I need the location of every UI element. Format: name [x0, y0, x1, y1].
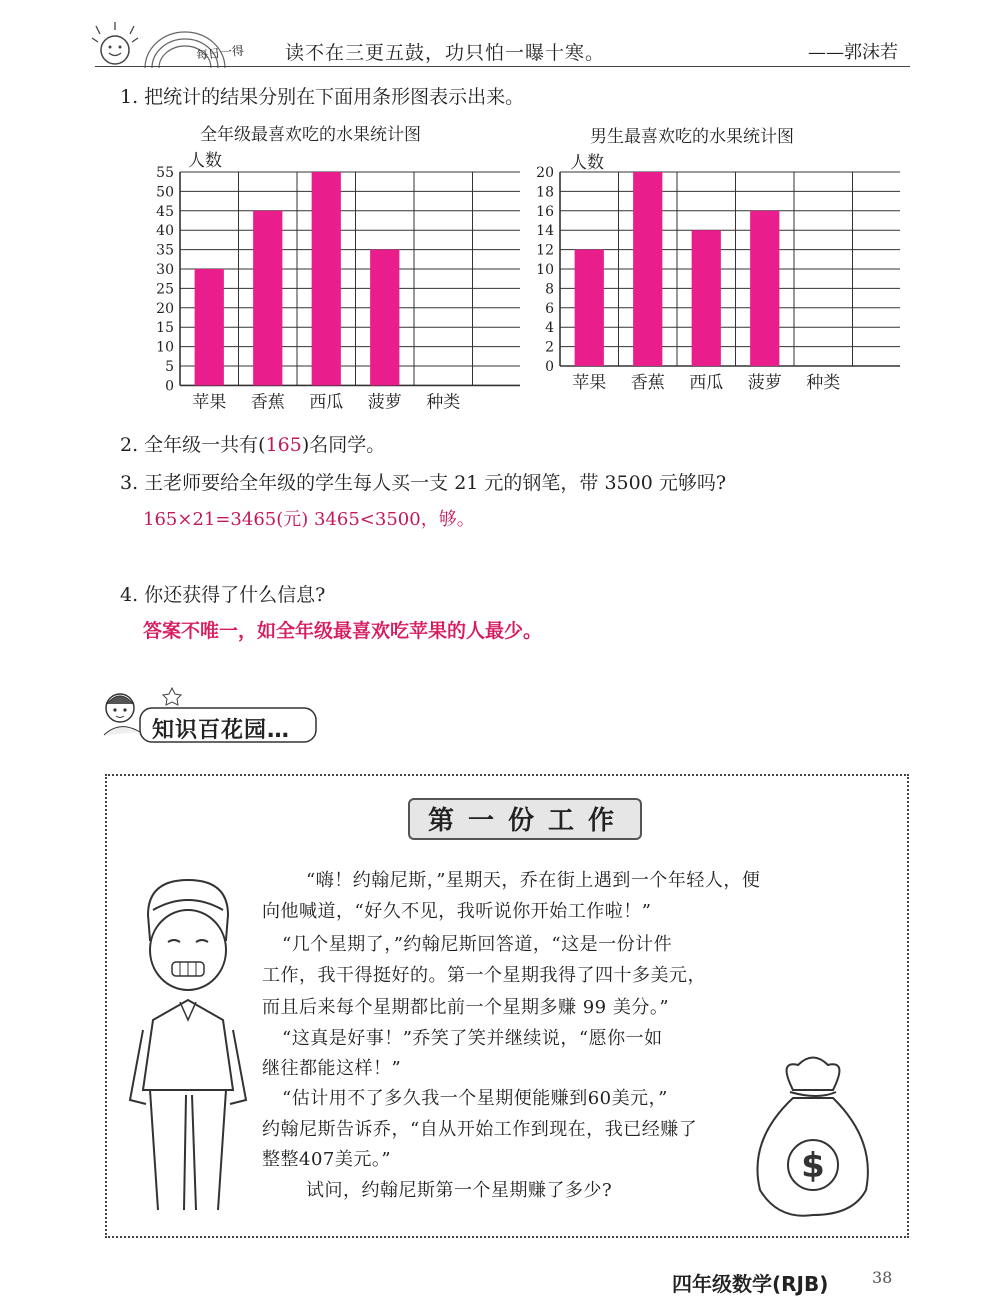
- chart2-ytick: 2: [545, 339, 554, 356]
- chart1-xtick: 菠萝: [367, 392, 402, 413]
- svg-text:$: $: [801, 1146, 825, 1186]
- chart1-ytick: 25: [156, 281, 174, 298]
- question-4-answer: 答案不唯一，如全年级最喜欢吃苹果的人最少。: [143, 620, 543, 642]
- chart1-ytick: 20: [156, 300, 174, 317]
- header-divider: [95, 66, 910, 67]
- chart2-ytick: 18: [536, 184, 554, 201]
- chart1-bar: [370, 250, 399, 386]
- chart2-title: 男生最喜欢吃的水果统计图: [590, 127, 794, 147]
- chart1-grid: [140, 160, 520, 420]
- chart1-ytick: 30: [156, 262, 174, 278]
- chart1-title: 全年级最喜欢吃的水果统计图: [200, 125, 421, 145]
- chart2-xtick: 苹果: [572, 373, 607, 393]
- question-3: 3. 王老师要给全年级的学生每人买一支 21 元的钢笔，带 3500 元够吗?: [120, 472, 727, 494]
- story-line-2: 向他喊道，“好久不见，我听说你开始工作啦！”: [262, 901, 652, 922]
- chart1-ytick: 15: [156, 320, 174, 337]
- boy-illustration: [118, 870, 258, 1220]
- question-2-answer: 165: [265, 434, 302, 456]
- chart2-bar: [692, 230, 721, 366]
- question-4: 4. 你还获得了什么信息?: [120, 584, 326, 606]
- chart1-xtick: 苹果: [192, 392, 227, 413]
- footer-label: 四年级数学(RJB): [672, 1272, 829, 1296]
- question-2-suffix: )名同学。: [301, 434, 386, 456]
- chart2-grid: [520, 160, 900, 420]
- question-1: 1. 把统计的结果分别在下面用条形图表示出来。: [120, 86, 525, 108]
- chart1-ytick: 40: [156, 223, 174, 240]
- chart1-ytick: 55: [156, 165, 174, 181]
- chart1-bar: [195, 269, 224, 385]
- chart2-bar: [750, 211, 779, 366]
- chart2-ytick: 8: [545, 281, 554, 298]
- chart1-ytick: 0: [165, 378, 174, 395]
- chart2-ytick: 10: [536, 262, 554, 278]
- chart1-bar: [312, 172, 341, 385]
- header-quote: 读不在三更五鼓，功只怕一曝十寒。: [285, 42, 606, 64]
- chart2-ytick: 6: [545, 300, 554, 317]
- story-line-8: “估计用不了多久我一个星期便能赚到60美元，”: [282, 1088, 668, 1109]
- story-line-1: “嗨！约翰尼斯，”星期天，乔在街上遇到一个年轻人，便: [306, 870, 761, 891]
- chart1-xlabel: 种类: [426, 392, 461, 413]
- chart1-ytick: 45: [156, 203, 174, 220]
- chart2-ylabel: 人数: [570, 153, 604, 173]
- question-2: [120, 430, 385, 457]
- chart1-bar: [253, 211, 282, 386]
- chart2-ytick: 0: [545, 359, 554, 375]
- chart1-ytick: 35: [156, 242, 174, 259]
- story-line-10: 整整407美元。”: [262, 1149, 392, 1170]
- chart1-xtick: 香蕉: [250, 392, 285, 413]
- chart1-ylabel: 人数: [188, 151, 222, 171]
- story-title: 第一份工作: [428, 806, 629, 836]
- chart2-gridlines: [560, 172, 900, 366]
- chart1-ytick: 5: [165, 359, 174, 375]
- story-line-9: 约翰尼斯告诉乔，“自从开始工作到现在，我已经赚了: [262, 1119, 698, 1140]
- sun-rainbow-decoration: [90, 20, 280, 68]
- question-2-prefix: 2. 全年级一共有(: [120, 434, 266, 456]
- header-author: ——郭沫若: [808, 42, 898, 63]
- story-line-4: 工作，我干得挺好的。第一个星期我得了四十多美元，: [262, 965, 706, 986]
- chart2-ytick: 12: [536, 242, 554, 259]
- chart2-ytick: 4: [545, 320, 554, 337]
- chart2-xtick: 香蕉: [630, 373, 665, 393]
- chart1-ytick: 10: [156, 339, 174, 356]
- question-3-answer: 165×21=3465(元) 3465<3500，够。: [143, 509, 475, 530]
- chart2-bar: [633, 172, 662, 366]
- chart1-ytick: 50: [156, 184, 174, 201]
- chart1-xtick: 西瓜: [309, 392, 344, 413]
- chart1-gridlines: [180, 172, 520, 385]
- daily-tag: 每日一得: [195, 43, 245, 63]
- chart2-ytick: 14: [536, 223, 554, 240]
- chart2-xtick: 西瓜: [689, 373, 724, 393]
- chart2-bar: [575, 250, 604, 366]
- knowledge-banner: 知识百花园…: [152, 718, 291, 743]
- story-line-3: “几个星期了，”约翰尼斯回答道，“这是一份计件: [282, 934, 673, 955]
- chart2-xlabel: 种类: [806, 373, 841, 393]
- page-number: 38: [872, 1268, 893, 1287]
- chart2-xtick: 菠萝: [747, 373, 782, 393]
- money-bag-icon: [748, 1050, 878, 1220]
- story-line-5: 而且后来每个星期都比前一个星期多赚 99 美分。”: [262, 997, 670, 1018]
- story-line-11: 试问，约翰尼斯第一个星期赚了多少?: [306, 1180, 613, 1201]
- story-line-6: “这真是好事！”乔笑了笑并继续说，“愿你一如: [282, 1028, 663, 1049]
- chart2-ytick: 16: [536, 203, 554, 220]
- chart2-ytick: 20: [536, 165, 554, 181]
- story-line-7: 继往都能这样！”: [262, 1058, 402, 1079]
